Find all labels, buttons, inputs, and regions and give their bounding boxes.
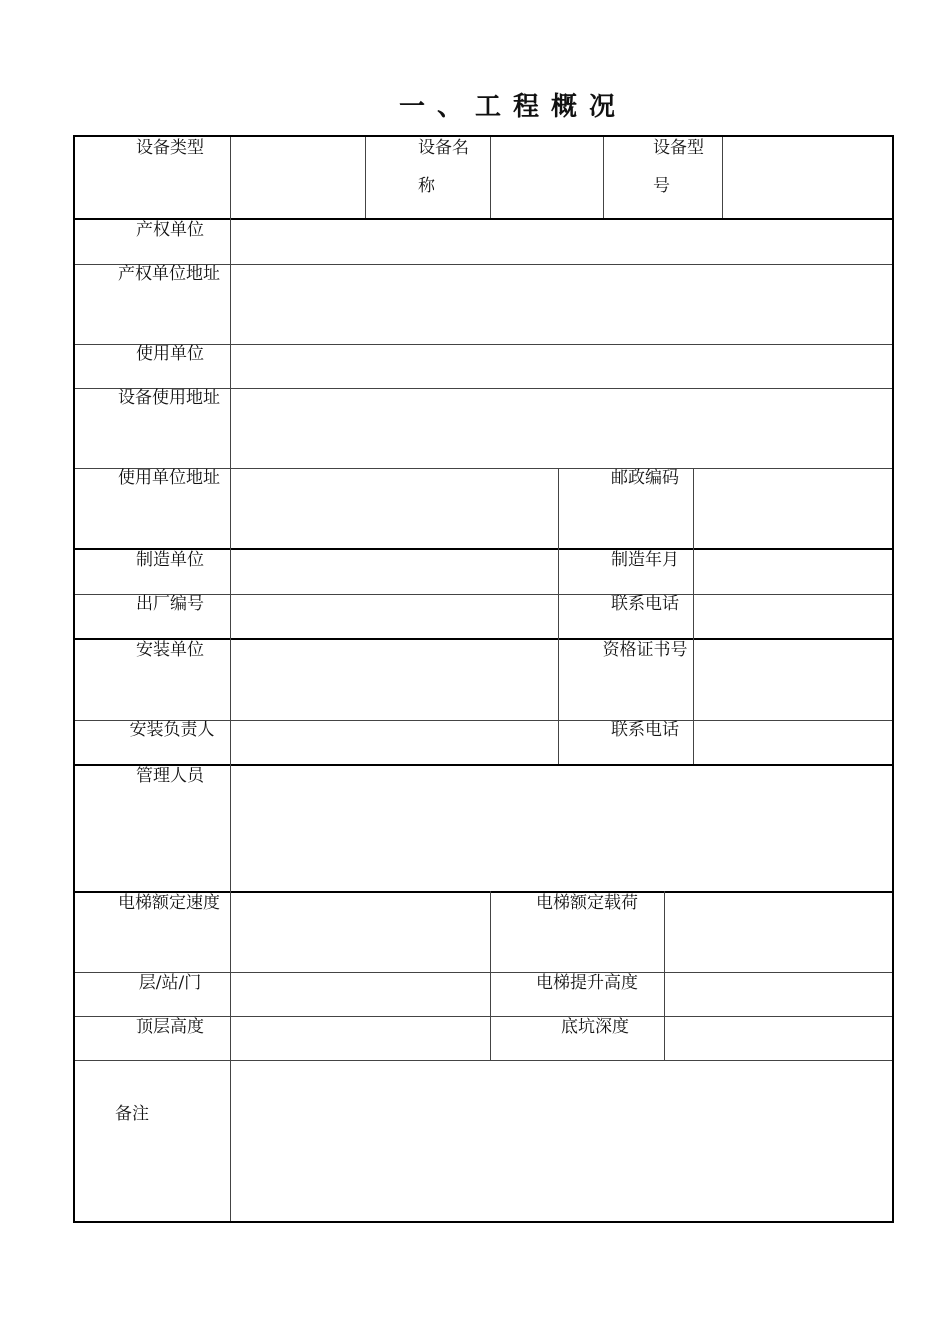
install-unit-field[interactable] bbox=[231, 639, 558, 720]
label-user-address: 使用单位地址 bbox=[118, 468, 220, 488]
device-address-field[interactable] bbox=[231, 389, 892, 468]
phone-field[interactable] bbox=[694, 595, 892, 638]
label-rated-speed: 电梯额定速度 bbox=[118, 893, 220, 913]
managers-field[interactable] bbox=[231, 765, 892, 891]
label-phone: 联系电话 bbox=[611, 720, 679, 740]
label-owner-unit: 产权单位 bbox=[136, 220, 204, 240]
device-type-field[interactable] bbox=[231, 137, 365, 218]
label-floors: 层/站/门 bbox=[138, 973, 202, 993]
owner-unit-field[interactable] bbox=[231, 219, 892, 264]
label-install-unit: 安装单位 bbox=[136, 640, 204, 660]
label-pit-depth: 底坑深度 bbox=[561, 1017, 629, 1037]
label-managers: 管理人员 bbox=[136, 766, 204, 786]
top-height-field[interactable] bbox=[231, 1017, 490, 1060]
label-device-name: 设备名称 bbox=[418, 138, 469, 196]
postcode-field[interactable] bbox=[694, 469, 892, 548]
phone-field[interactable] bbox=[694, 721, 892, 764]
col-divider bbox=[603, 137, 604, 218]
user-unit-field[interactable] bbox=[231, 345, 892, 388]
label-top-height: 顶层高度 bbox=[136, 1017, 204, 1037]
floors-field[interactable] bbox=[231, 973, 490, 1016]
rated-speed-field[interactable] bbox=[231, 892, 490, 972]
label-manufacture-date: 制造年月 bbox=[611, 550, 679, 570]
label-serial-no: 出厂编号 bbox=[136, 594, 204, 614]
rated-load-field[interactable] bbox=[665, 892, 892, 972]
lift-height-field[interactable] bbox=[665, 973, 892, 1016]
label-device-model: 设备型号 bbox=[653, 138, 704, 196]
label-lift-height: 电梯提升高度 bbox=[536, 973, 638, 993]
manufacturer-field[interactable] bbox=[231, 549, 558, 594]
label-postcode: 邮政编码 bbox=[611, 468, 679, 488]
pit-depth-field[interactable] bbox=[665, 1017, 892, 1060]
device-model-field[interactable] bbox=[723, 137, 892, 218]
user-address-field[interactable] bbox=[231, 469, 558, 548]
col-divider bbox=[490, 891, 491, 1060]
owner-address-field[interactable] bbox=[231, 265, 892, 344]
label-phone: 联系电话 bbox=[611, 594, 679, 614]
label-user-unit: 使用单位 bbox=[136, 344, 204, 364]
label-install-lead: 安装负责人 bbox=[129, 720, 215, 740]
col-divider bbox=[365, 137, 366, 218]
device-name-field[interactable] bbox=[491, 137, 603, 218]
manufacture-date-field[interactable] bbox=[694, 549, 892, 594]
label-cert-no: 资格证书号 bbox=[602, 640, 688, 660]
label-device-address: 设备使用地址 bbox=[118, 388, 220, 408]
elevator-info-form bbox=[73, 135, 894, 1223]
serial-no-field[interactable] bbox=[231, 595, 558, 638]
label-owner-address: 产权单位地址 bbox=[118, 264, 220, 284]
col-divider bbox=[558, 468, 559, 764]
label-rated-load: 电梯额定载荷 bbox=[536, 893, 638, 913]
remarks-field[interactable] bbox=[231, 1061, 892, 1221]
page-title: 一、工程概况 bbox=[398, 92, 627, 122]
label-manufacturer: 制造单位 bbox=[136, 550, 204, 570]
label-device-type: 设备类型 bbox=[136, 138, 204, 158]
cert-no-field[interactable] bbox=[694, 639, 892, 720]
install-lead-field[interactable] bbox=[231, 721, 558, 764]
label-remarks: 备注 bbox=[115, 1104, 149, 1124]
